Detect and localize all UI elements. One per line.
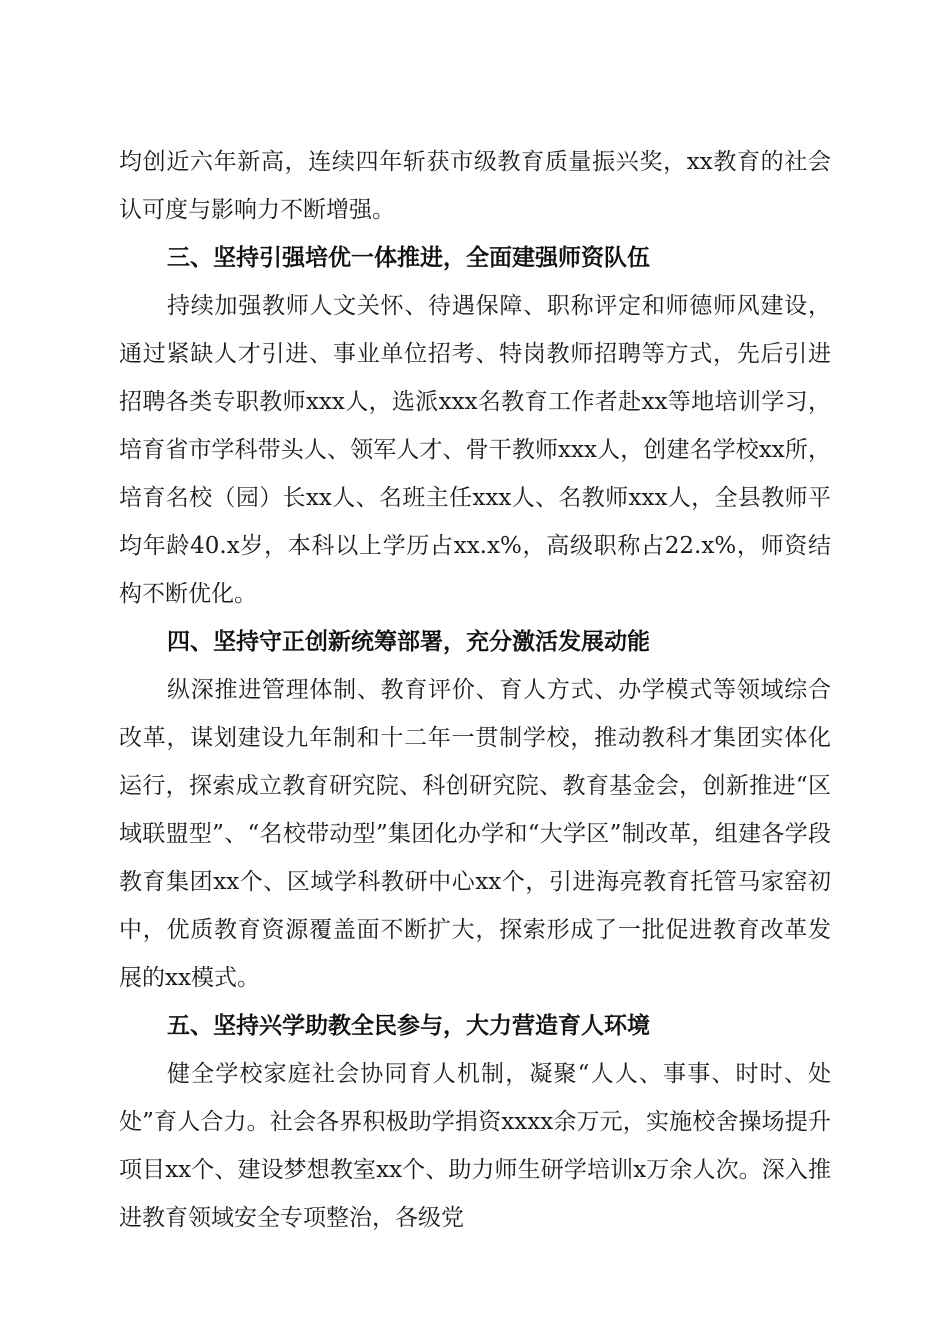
paragraph-continuation: 均创近六年新高，连续四年斩获市级教育质量振兴奖，xx教育的社会认可度与影响力不断增强。 — [119, 149, 831, 223]
section-heading-4: 四、坚持守正创新统筹部署，充分激活发展动能 — [167, 629, 650, 655]
paragraph-section-5: 健全学校家庭社会协同育人机制，凝聚“人人、事事、时时、处处”育人合力。社会各界积极助学捐资xxxx余万元，实施校舍操场提升项目xx个、建设梦想教室xx个、助力师生研学培训x万余人次。深入推进教育领域安全专项整治，各级党 — [119, 1061, 831, 1231]
paragraph-section-3: 持续加强教师人文关怀、待遇保障、职称评定和师德师风建设，通过紧缺人才引进、事业单位招考、特岗教师招聘等方式，先后引进招聘各类专职教师xxx人，选派xxx名教育工作者赴xx等地培训学习，培育省市学科带头人、领军人才、骨干教师xxx人，创建名学校xx所，培育名校（园）长xx人、名班主任xxx人、名教师xxx人，全县教师平均年龄40.x岁，本科以上学历占xx.x%，高级职称占22.x%，师资结构不断优化。 — [119, 293, 831, 607]
section-heading-5: 五、坚持兴学助教全民参与，大力营造育人环境 — [167, 1013, 650, 1039]
paragraph-section-4: 纵深推进管理体制、教育评价、育人方式、办学模式等领域综合改革，谋划建设九年制和十二年一贯制学校，推动教科才集团实体化运行，探索成立教育研究院、科创研究院、教育基金会，创新推进“区域联盟型”、“名校带动型”集团化办学和“大学区”制改革，组建各学段教育集团xx个、区域学科教研中心xx个，引进海亮教育托管马家窑初中，优质教育资源覆盖面不断扩大，探索形成了一批促进教育改革发展的xx模式。 — [119, 677, 831, 991]
document-body — [119, 138, 831, 1242]
section-heading-3: 三、坚持引强培优一体推进，全面建强师资队伍 — [167, 245, 650, 271]
